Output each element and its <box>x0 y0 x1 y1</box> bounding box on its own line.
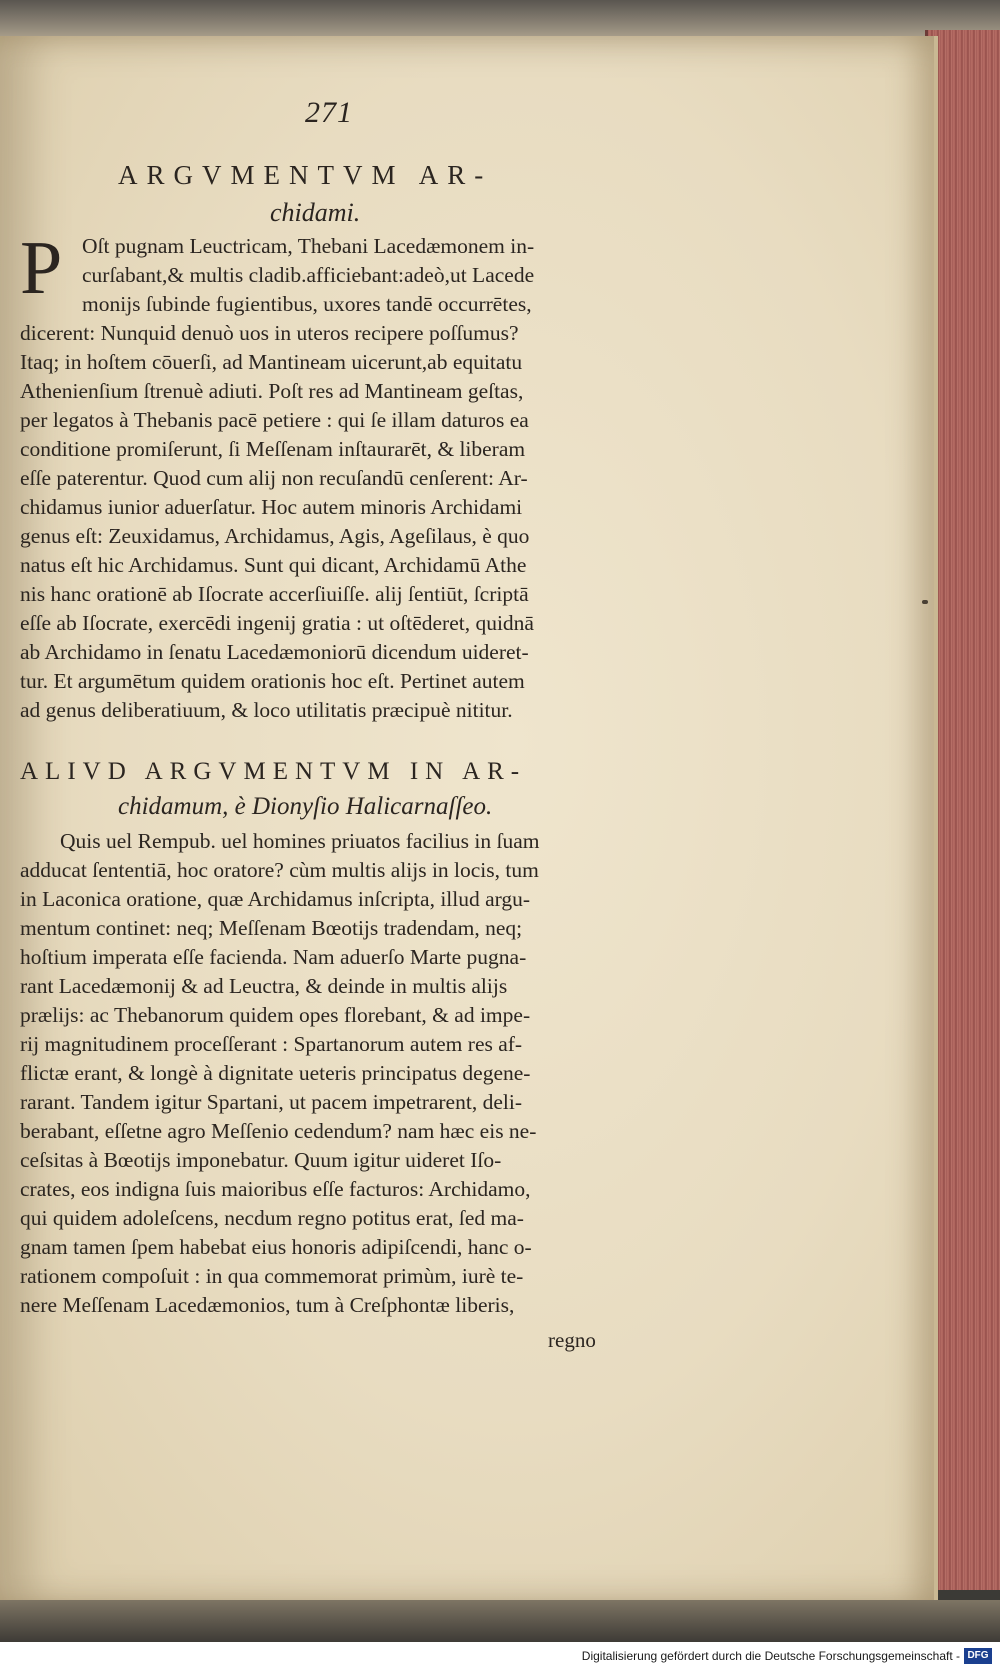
text-line: dicerent: Nunquid denuò uos in uteros recipere poſſumus? <box>20 321 519 345</box>
page-number: 271 <box>305 96 353 129</box>
drop-cap: P <box>20 226 63 310</box>
text-line: berabant, eſſetne agro Meſſenio cedendum? nam hæc eis ne- <box>20 1119 537 1143</box>
text-line: tur. Et argumētum quidem orationis hoc eſt. Pertinet autem <box>20 669 525 693</box>
text-line: rationem compoſuit : in qua commemorat primùm, iurè te- <box>20 1264 524 1288</box>
text-line: prælijs: ac Thebanorum quidem opes florebant, & ad impe- <box>20 1003 531 1027</box>
text-line: Oſt pugnam Leuctricam, Thebani Lacedæmonem in- <box>82 234 535 258</box>
text-line: eſſe paterentur. Quod cum alij non recuſandū cenſerent: Ar- <box>20 466 528 490</box>
text-line: Quis uel Rempub. uel homines priuatos facilius in ſuam <box>60 829 540 853</box>
text-line: in Laconica oratione, quæ Archidamus inſcripta, illud argu- <box>20 887 531 911</box>
text-line: monijs ſubinde fugientibus, uxores tandē occurrētes, <box>82 292 532 316</box>
text-line: adducat ſententiā, hoc oratore? cùm multis alijs in locis, tum <box>20 858 539 882</box>
text-line: genus eſt: Zeuxidamus, Archidamus, Agis, Ageſilaus, è quo <box>20 524 530 548</box>
text-line: curſabant,& multis cladib.afficiebant:adeò,ut Lacede <box>82 263 535 287</box>
book-bottom-edge <box>0 1600 1000 1642</box>
text-line: nis hanc orationē ab Iſocrate accerſiuiſſe. alij ſentiūt, ſcriptā <box>20 582 529 606</box>
text-line: ab Archidamo in ſenatu Lacedæmoniorū dicendum uideret- <box>20 640 529 664</box>
text-line: rij magnitudinem proceſſerant : Spartanorum autem res af- <box>20 1032 523 1056</box>
text-line: hoſtium imperata eſſe facienda. Nam aduerſo Marte pugna- <box>20 945 527 969</box>
text-line: gnam tamen ſpem habebat eius honoris adipiſcendi, hanc o- <box>20 1235 532 1259</box>
text-line: nere Meſſenam Lacedæmonios, tum à Creſphontæ liberis, <box>20 1293 515 1317</box>
footer-bar <box>0 1642 1000 1671</box>
dfg-logo-icon: DFG <box>964 1648 992 1664</box>
text-line: flictæ erant, & longè à dignitate ueteris principatus degene- <box>20 1061 531 1085</box>
text-line: qui quidem adoleſcens, necdum regno potitus erat, ſed ma- <box>20 1206 524 1230</box>
ink-speck <box>922 600 928 604</box>
text-line: eſſe ab Iſocrate, exercēdi ingenij gratia : ut oſtēderet, quidnā <box>20 611 534 635</box>
second-body-text <box>20 826 660 1319</box>
subheading: chidami. <box>270 198 361 227</box>
footer-credit: Digitalisierung gefördert durch die Deutsche Forschungsgemeinschaft - <box>581 1649 960 1663</box>
text-line: rant Lacedæmonij & ad Leuctra, & deinde in multis alijs <box>20 974 508 998</box>
text-line: chidamus iunior aduerſatur. Hoc autem minoris Archidami <box>20 495 523 519</box>
heading: ARGVMENTVM AR- <box>118 160 493 190</box>
text-line: natus eſt hic Archidamus. Sunt qui dicant, Archidamū Athe <box>20 553 527 577</box>
text-line: rarant. Tandem igitur Spartani, ut pacem impetrarent, deli- <box>20 1090 522 1114</box>
text-line: crates, eos indigna ſuis maioribus eſſe facturos: Archidamo, <box>20 1177 531 1201</box>
text-line: per legatos à Thebanis pacē petiere : qui ſe illam daturos ea <box>20 408 529 432</box>
text-line: mentum continet: neq; Meſſenam Bœotijs tradendam, neq; <box>20 916 523 940</box>
body-text <box>20 226 660 725</box>
text-line: conditione promiſerunt, ſi Meſſenam inſtaurarēt, & liberam <box>20 437 526 461</box>
text-line: Athenienſium ſtrenuè adiuti. Poſt res ad Mantineam geſtas, <box>20 379 524 403</box>
second-heading: ALIVD ARGVMENTVM IN AR- <box>20 758 527 785</box>
text-line: Itaq; in hoſtem cōuerſi, ad Mantineam uicerunt,ab equitatu <box>20 350 523 374</box>
catchword: regno <box>548 1328 596 1352</box>
second-subheading: chidamum, è Dionyſio Halicarnaſſeo. <box>118 793 493 820</box>
text-line: ad genus deliberatiuum, & loco utilitatis præcipuè nititur. <box>20 698 513 722</box>
text-line: ceſsitas à Bœotijs imponebatur. Quum igitur uideret Iſo- <box>20 1148 502 1172</box>
